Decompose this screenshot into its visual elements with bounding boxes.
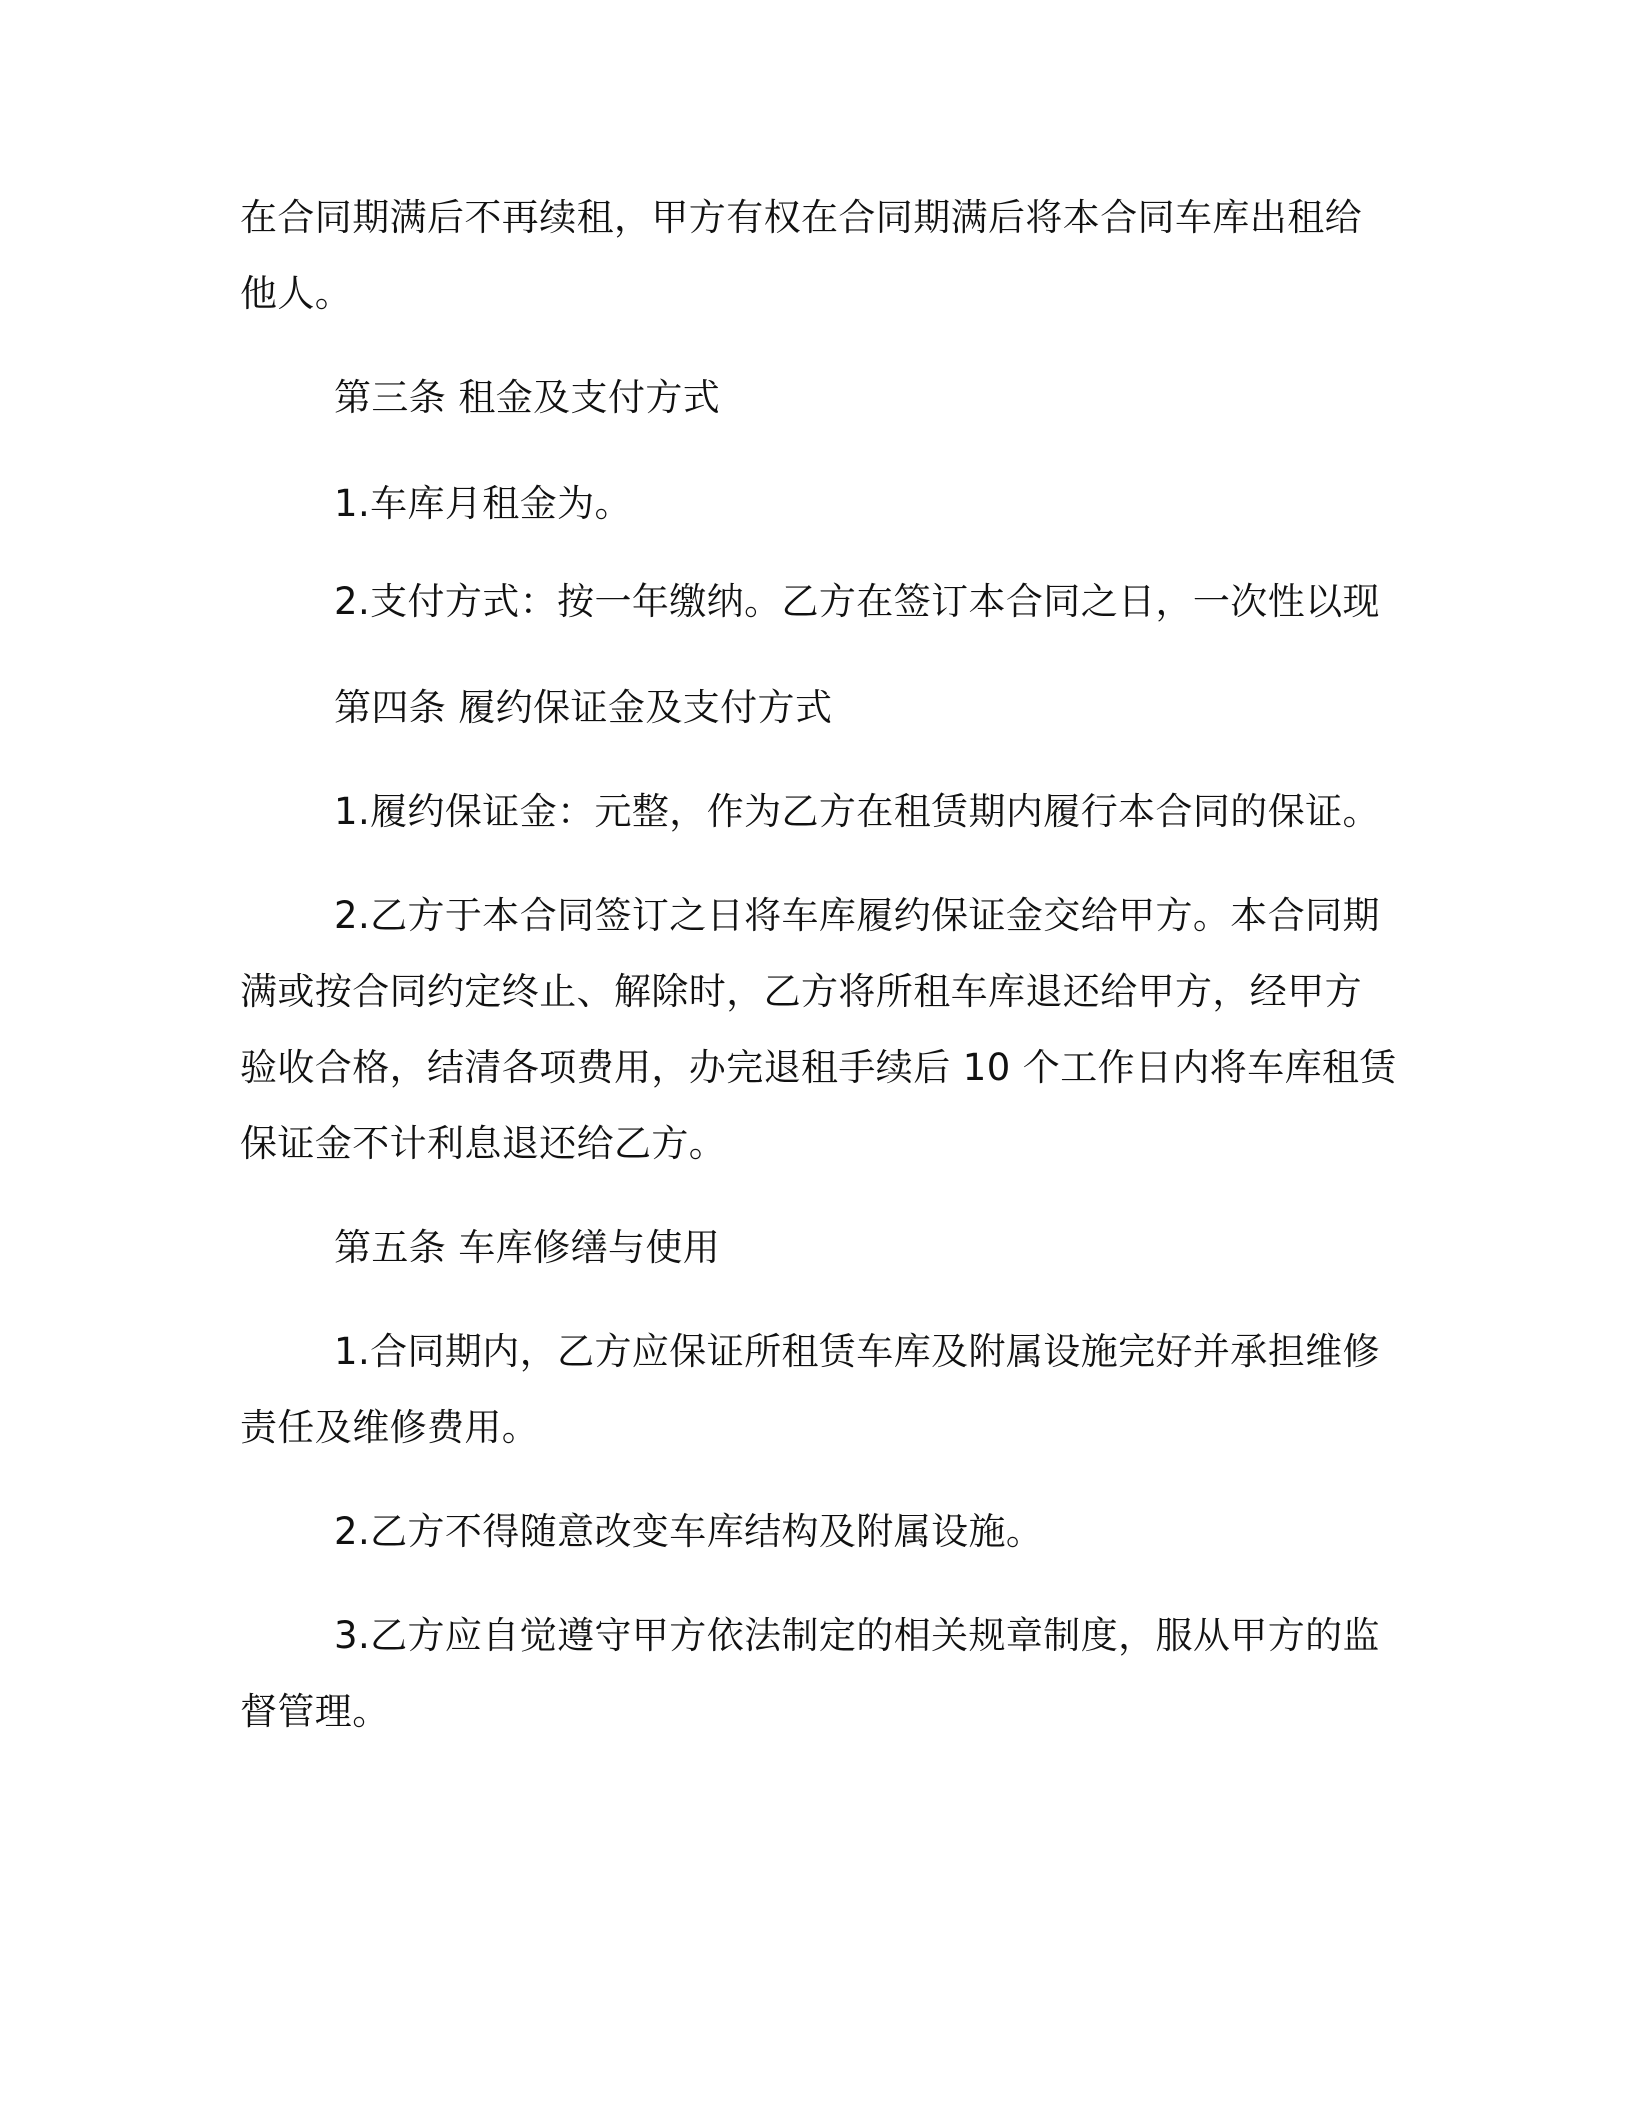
clause-4-2-line-3: 验收合格，结清各项费用，办完退租手续后 10 个工作日内将车库租赁 bbox=[240, 1046, 1397, 1089]
article-heading-5: 第五条 车库修缮与使用 bbox=[334, 1226, 721, 1269]
clause-4-2: 2.乙方于本合同签订之日将车库履约保证金交给甲方。本合同期 bbox=[334, 894, 1380, 937]
clause-5-2: 2.乙方不得随意改变车库结构及附属设施。 bbox=[334, 1510, 1044, 1553]
clause-4-2-line-4: 保证金不计利息退还给乙方。 bbox=[240, 1122, 727, 1165]
clause-5-3-line-2: 督管理。 bbox=[240, 1690, 390, 1733]
paragraph-line-continuation: 在合同期满后不再续租，甲方有权在合同期满后将本合同车库出租给 bbox=[240, 196, 1362, 239]
clause-5-1-line-2: 责任及维修费用。 bbox=[240, 1406, 540, 1449]
clause-4-2-line-2: 满或按合同约定终止、解除时，乙方将所租车库退还给甲方，经甲方 bbox=[240, 970, 1362, 1013]
clause-5-3: 3.乙方应自觉遵守甲方依法制定的相关规章制度，服从甲方的监 bbox=[334, 1614, 1380, 1657]
clause-4-1: 1.履约保证金：元整，作为乙方在租赁期内履行本合同的保证。 bbox=[334, 790, 1380, 833]
paragraph-line: 他人。 bbox=[240, 272, 353, 315]
article-heading-3: 第三条 租金及支付方式 bbox=[334, 376, 721, 419]
article-heading-4: 第四条 履约保证金及支付方式 bbox=[334, 686, 833, 729]
clause-3-1: 1.车库月租金为。 bbox=[334, 482, 632, 525]
clause-3-2: 2.支付方式：按一年缴纳。乙方在签订本合同之日，一次性以现 bbox=[334, 580, 1380, 623]
clause-5-1: 1.合同期内，乙方应保证所租赁车库及附属设施完好并承担维修 bbox=[334, 1330, 1380, 1373]
